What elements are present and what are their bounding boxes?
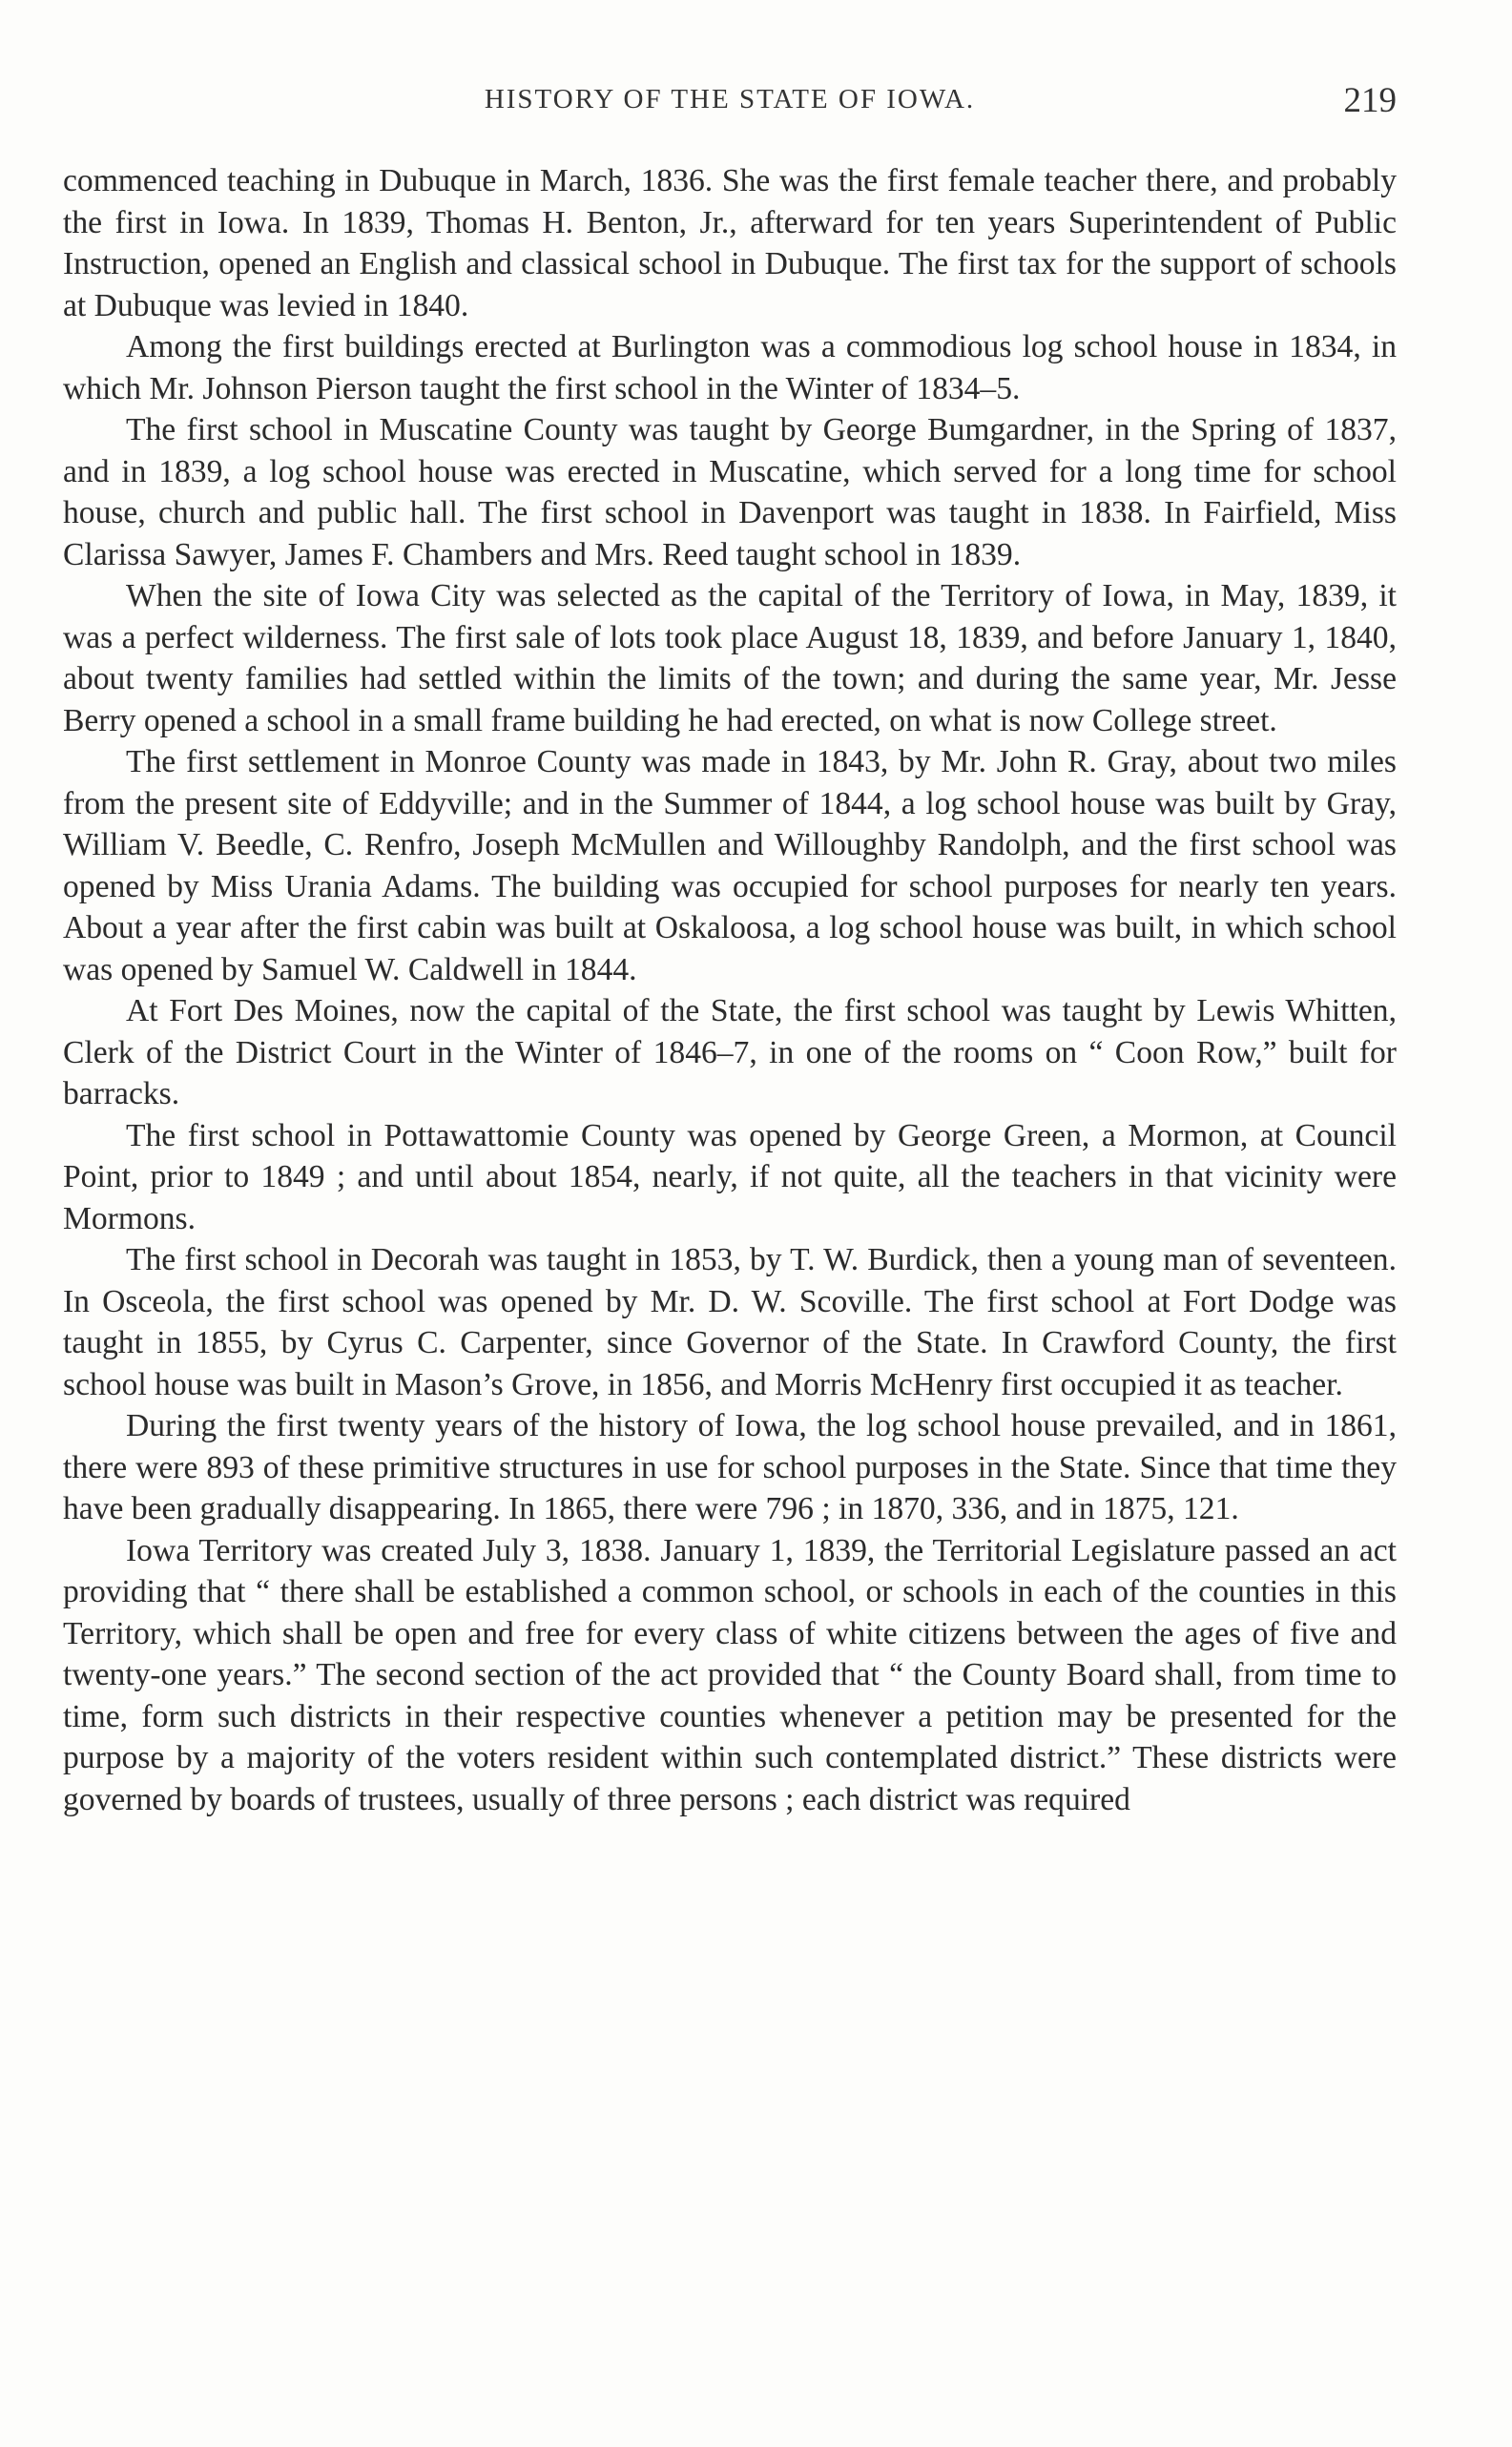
paragraph: When the site of Iowa City was selected as the capital of the Territory of Iowa, in May, 1839, it was a perfect wilderness. The first sale of lots took place August 18, 1839, and before January 1, 1840, about twenty families had settled within the limits of the town; and during the same year, Mr. Jesse Berry opened a school in a small frame building he had erected, on what is now College street. xyxy=(63,578,1397,738)
page-number: 219 xyxy=(1343,81,1397,120)
body-text xyxy=(63,160,1397,1820)
paragraph: The first school in Decorah was taught in 1853, by T. W. Burdick, then a young man of seventeen. In Osceola, the first school was opened by Mr. D. W. Scoville. The first school at Fort Dodge was taught in 1855, by Cyrus C. Carpenter, since Governor of the State. In Crawford County, the first school house was built in Mason’s Grove, in 1856, and Morris McHenry first occupied it as teacher. xyxy=(63,1242,1397,1402)
paragraph: commenced teaching in Dubuque in March, 1836. She was the first female teacher there, and probably the first in Iowa. In 1839, Thomas H. Benton, Jr., afterward for ten years Superintendent of Public Instruction, opened an English and classical school in Dubuque. The first tax for the support of schools at Dubuque was levied in 1840. xyxy=(63,163,1397,323)
paragraph: At Fort Des Moines, now the capital of the State, the first school was taught by Lewis Whitten, Clerk of the District Court in the Winter of 1846–7, in one of the rooms on “ Coon Row,” built for barracks. xyxy=(63,993,1397,1111)
paragraph: The first school in Pottawattomie County was opened by George Green, a Mormon, at Council Point, prior to 1849 ; and until about 1854, nearly, if not quite, all the teachers in that vicinity were Mormons. xyxy=(63,1117,1397,1236)
paragraph: Among the first buildings erected at Burlington was a commodious log school house in 1834, in which Mr. Johnson Pierson taught the first school in the Winter of 1834–5. xyxy=(63,329,1397,406)
running-title: HISTORY OF THE STATE OF IOWA. xyxy=(484,84,976,114)
paragraph: During the first twenty years of the history of Iowa, the log school house prevailed, and in 1861, there were 893 of these primitive structures in use for school purposes in the State. Since that time they have been gradually disappearing. In 1865, there were 796 ; in 1870, 336, and in 1875, 121. xyxy=(63,1408,1397,1526)
paragraph: Iowa Territory was created July 3, 1838. January 1, 1839, the Territorial Legislature passed an act providing that “ there shall be established a common school, or schools in each of the counties in this Territory, which shall be open and free for every class of white citizens between the ages of five and twenty-one years.” The second section of the act provided that “ the County Board shall, from time to time, form such districts in their respective counties whenever a petition may be presented for the purpose by a majority of the voters resident within such contemplated district.” These districts were governed by boards of trustees, usually of three persons ; each district was required xyxy=(63,1532,1397,1817)
paragraph: The first settlement in Monroe County was made in 1843, by Mr. John R. Gray, about two miles from the present site of Eddyville; and in the Summer of 1844, a log school house was built by Gray, William V. Beedle, C. Renfro, Joseph McMullen and Willoughby Randolph, and the first school was opened by Miss Urania Adams. The building was occupied for school purposes for nearly ten years. About a year after the first cabin was built at Oskaloosa, a log school house was built, in which school was opened by Samuel W. Caldwell in 1844. xyxy=(63,744,1397,987)
running-head xyxy=(63,81,1397,130)
paragraph: The first school in Muscatine County was taught by George Bumgardner, in the Spring of 1837, and in 1839, a log school house was erected in Muscatine, which served for a long time for school house, church and public hall. The first school in Davenport was taught in 1838. In Fairfield, Miss Clarissa Sawyer, James F. Chambers and Mrs. Reed taught school in 1839. xyxy=(63,412,1397,572)
